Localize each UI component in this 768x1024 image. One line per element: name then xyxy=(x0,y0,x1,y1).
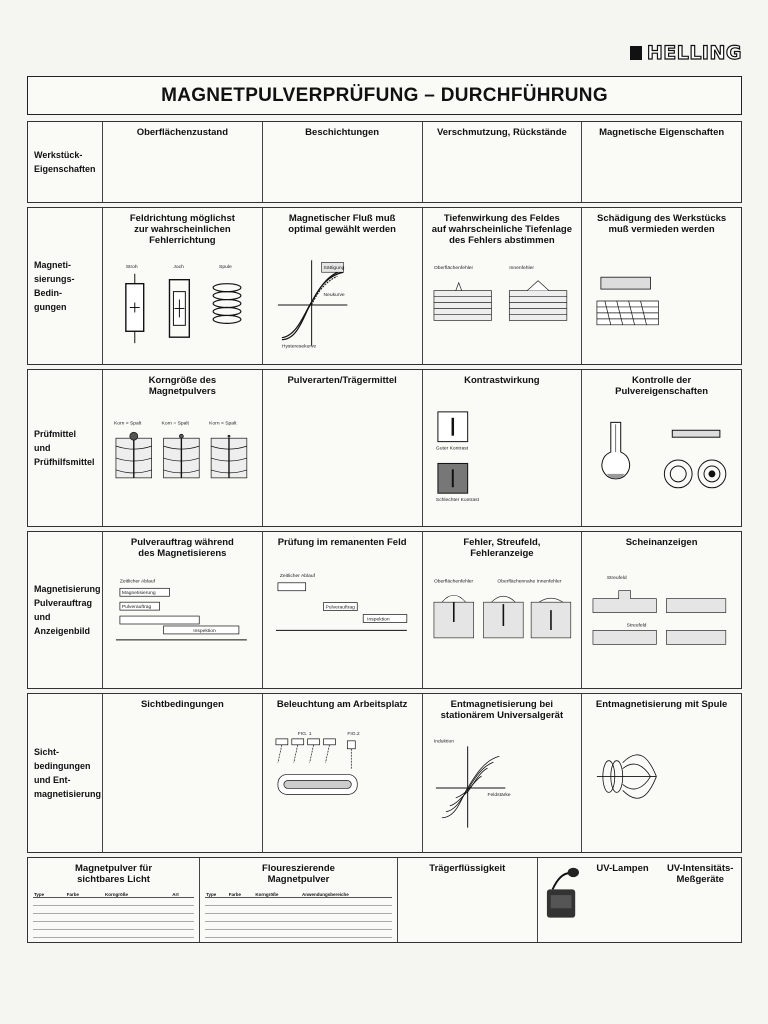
grain-size-diagram xyxy=(108,401,257,523)
label-fig1: FIG. 1 xyxy=(297,731,312,737)
cell-title: Magnetischer Fluß muß optimal gewählt werden xyxy=(288,213,396,235)
cell-magnetische-eigenschaften xyxy=(581,122,741,202)
column-header: Korngröße xyxy=(104,892,171,898)
cell-title: Sichtbedingungen xyxy=(140,699,224,710)
label-korn-groesser: Korn > Spalt xyxy=(113,421,142,427)
cell-entmagnetisierung-universal xyxy=(422,694,582,852)
row-sichtbedingungen xyxy=(27,693,742,853)
hysteresis-diagram xyxy=(268,239,417,361)
column-header: Anwendungsbereiche xyxy=(301,892,392,898)
cell-title: Floureszierende Magnetpulver xyxy=(262,863,335,885)
cell-title: Feldrichtung möglichst zur wahrscheinlichen Fehlerrichtung xyxy=(129,213,235,246)
timing-diagram-remanent xyxy=(268,552,417,685)
contrast-diagram xyxy=(428,390,577,523)
cell-pulverauftrag xyxy=(102,532,262,688)
false-indications-diagram xyxy=(587,552,736,685)
label-neukurve: Neukurve xyxy=(323,293,345,299)
uv-lamp-illustration xyxy=(543,863,581,939)
label-streufeld-1: Streufeld xyxy=(607,575,627,581)
cell-magnetpulver-sichtbar xyxy=(28,858,199,942)
timing-diagram-continuous xyxy=(108,563,257,685)
cell-oberflaechenzustand xyxy=(102,122,262,202)
label-schlechter-kontrast: Schlechter Kontrast xyxy=(435,498,479,504)
row-pruefmittel xyxy=(27,369,742,527)
table-row xyxy=(205,906,392,914)
table-row xyxy=(205,930,392,938)
cell-remanentes-feld xyxy=(262,532,422,688)
row-label: Magnetisierung Pulverauftrag und Anzeigenbild xyxy=(34,584,101,636)
cell-title: Trägerflüssigkeit xyxy=(429,863,506,874)
cell-title: Pulverarten/Trägermittel xyxy=(287,375,397,386)
cell-title: Fehler, Streufeld, Fehleranzeige xyxy=(463,537,541,559)
cell-magnetischer-fluss xyxy=(262,208,422,364)
label-saettigung: Sättigung xyxy=(323,266,345,272)
workpiece-damage-diagram xyxy=(587,239,736,361)
cell-title: Magnetische Eigenschaften xyxy=(599,127,725,138)
page-title: MAGNETPULVERPRÜFUNG – DURCHFÜHRUNG xyxy=(161,84,608,106)
cell-kontrastwirkung xyxy=(422,370,582,526)
fluorescent-powder-table xyxy=(205,892,392,938)
cell-title: Kontrastwirkung xyxy=(464,375,540,386)
row-label: Prüfmittel und Prüfhilfsmittel xyxy=(34,429,95,467)
cell-korngroesse xyxy=(102,370,262,526)
label-hysteresekurve: Hysteresekurve xyxy=(281,344,316,350)
label-pulverauftrag: Pulverauftrag xyxy=(121,605,152,611)
cell-feldrichtung xyxy=(102,208,262,364)
cell-beleuchtung xyxy=(262,694,422,852)
cell-title: Korngröße des Magnetpulvers xyxy=(148,375,217,397)
brand-mark-icon xyxy=(630,46,642,60)
depth-effect-diagram xyxy=(428,250,577,361)
label-korn-gleich: Korn = Spalt xyxy=(161,421,189,427)
cell-kontrolle-pulver xyxy=(581,370,741,526)
uv-lampen-column xyxy=(587,863,659,939)
cell-title: Prüfung im remanenten Feld xyxy=(277,537,407,548)
cell-title: Tiefenwirkung des Feldes auf wahrscheinliche Tiefenlage des Fehlers abstimmen xyxy=(431,213,572,246)
table-row xyxy=(33,922,194,930)
cell-uv-geraete xyxy=(537,858,741,942)
cell-sichtbedingungen xyxy=(102,694,262,852)
table-row xyxy=(205,914,392,922)
label-streufeld-2: Streufeld xyxy=(626,623,647,629)
label-zeitlicher-ablauf: Zeitlicher Ablauf xyxy=(279,573,315,579)
cell-fluoreszierende-magnetpulver xyxy=(199,858,397,942)
column-header: Type xyxy=(205,892,228,898)
label-guter-kontrast: Guter Kontrast xyxy=(435,446,468,452)
cell-title: UV-Intensitäts- Meßgeräte xyxy=(666,863,734,885)
cell-title: Kontrolle der Pulvereigenschaften xyxy=(615,375,709,397)
coil-demagnetization-diagram xyxy=(587,714,736,849)
column-header: Farbe xyxy=(228,892,255,898)
label-innenfehler: Innenfehler xyxy=(508,265,534,271)
cell-title: Beschichtungen xyxy=(305,127,380,138)
table-row xyxy=(33,906,194,914)
label-pulverauftrag: Pulverauftrag xyxy=(325,605,355,611)
row-werkstueck-eigenschaften xyxy=(27,121,742,203)
uv-columns xyxy=(543,863,736,939)
label-inspektion: Inspektion xyxy=(366,617,390,623)
label-oberflaechenfehler: Oberflächenfehler xyxy=(433,579,473,585)
row-label: Magneti- sierungs- Bedin- gungen xyxy=(34,260,75,312)
leakage-field-diagram xyxy=(428,563,577,685)
cell-pulverarten xyxy=(262,370,422,526)
table-row xyxy=(205,898,392,906)
cell-title: Scheinanzeigen xyxy=(625,537,698,548)
cell-title: Entmagnetisierung bei stationärem Universalgerät xyxy=(440,699,564,721)
cell-verschmutzung xyxy=(422,122,582,202)
label-zeitlicher-ablauf: Zeitlicher Ablauf xyxy=(119,579,156,585)
cell-title: Pulverauftrag während des Magnetisierens xyxy=(130,537,234,559)
label-stroh: Stroh xyxy=(125,264,138,270)
cell-traegerfluessigkeit xyxy=(397,858,537,942)
label-spule: Spule xyxy=(219,264,232,270)
column-header: Type xyxy=(33,892,66,898)
label-inspektion: Inspektion xyxy=(193,628,216,634)
cell-title: UV-Lampen xyxy=(596,863,649,874)
column-header: Farbe xyxy=(66,892,104,898)
row-label: Werkstück- Eigenschaften xyxy=(34,150,96,174)
cell-title: Schädigung des Werkstücks muß vermieden werden xyxy=(597,213,727,235)
cell-title: Beleuchtung am Arbeitsplatz xyxy=(276,699,408,710)
visible-powder-table xyxy=(33,892,194,938)
brand-logo xyxy=(630,42,742,64)
page-title-box xyxy=(27,76,742,115)
column-header: Art xyxy=(171,892,194,898)
label-joch: Joch xyxy=(173,264,184,270)
label-oberflaechennahe-innenfehler: Oberflächennahe Innenfehler xyxy=(496,579,561,585)
table-row xyxy=(33,930,194,938)
powder-control-diagram xyxy=(587,401,736,523)
cell-fehler-streufeld xyxy=(422,532,582,688)
brand-name: HELLING xyxy=(646,42,742,64)
cell-entmagnetisierung-spule xyxy=(581,694,741,852)
column-header: Korngröße xyxy=(254,892,301,898)
cell-schaedigung xyxy=(581,208,741,364)
magnetization-methods-diagram xyxy=(108,250,257,361)
lighting-diagram xyxy=(268,714,417,849)
cell-tiefenwirkung xyxy=(422,208,582,364)
cell-scheinanzeigen xyxy=(581,532,741,688)
row-label: Sicht- bedingungen und Ent- magnetisierung xyxy=(34,747,102,799)
uv-messgeraete-column xyxy=(664,863,736,939)
row-magnetisierungs-bedingungen xyxy=(27,207,742,365)
cell-beschichtungen xyxy=(262,122,422,202)
row-produkte xyxy=(27,857,742,943)
label-korn-kleiner: Korn < Spalt xyxy=(209,421,237,427)
table-row xyxy=(33,898,194,906)
cell-title: Verschmutzung, Rückstände xyxy=(436,127,567,138)
cell-title: Magnetpulver für sichtbares Licht xyxy=(75,863,153,885)
label-induktion: Induktion xyxy=(433,739,454,745)
label-fig2: FIG.2 xyxy=(347,731,360,737)
table-row xyxy=(33,914,194,922)
cell-title: Entmagnetisierung mit Spule xyxy=(595,699,728,710)
label-magnetisierung: Magnetisierung xyxy=(121,591,156,597)
label-oberflaechenfehler: Oberflächenfehler xyxy=(433,265,473,271)
row-magnetisierung-anzeige xyxy=(27,531,742,689)
label-feldstaerke: Feldstärke xyxy=(487,792,511,798)
demagnetization-curve-diagram xyxy=(428,725,577,849)
table-row xyxy=(205,922,392,930)
cell-title: Oberflächenzustand xyxy=(136,127,229,138)
